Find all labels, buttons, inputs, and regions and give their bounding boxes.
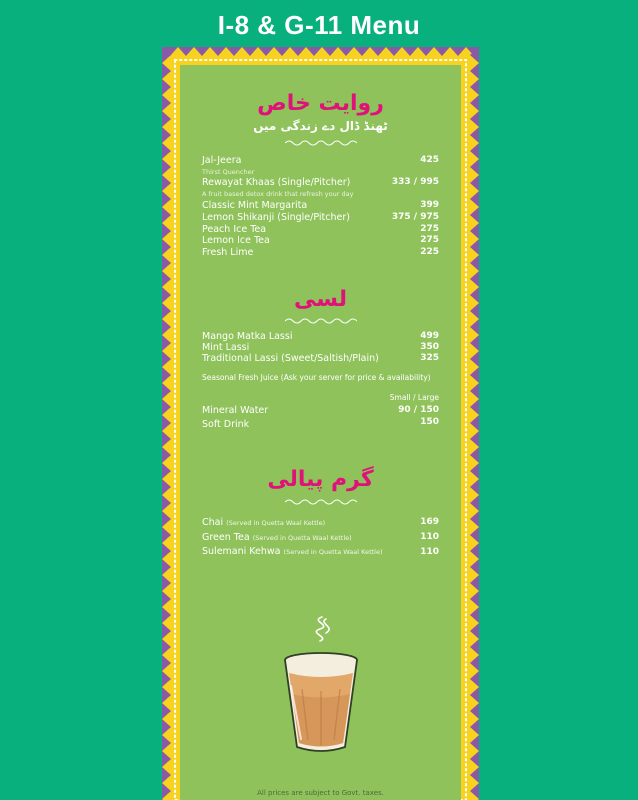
squiggle-divider: [285, 139, 357, 147]
menu-item-name: Soft Drink: [202, 419, 250, 430]
menu-item-name: [202, 517, 325, 528]
squiggle-divider: [285, 498, 357, 506]
rewayat-heading: روایت خاص: [257, 91, 384, 116]
menu-item-name: Mint Lassi: [202, 342, 250, 353]
juice-note: Seasonal Fresh Juice (Ask your server for price & availability): [202, 373, 431, 382]
menu-item-name: Classic Mint Margarita: [202, 200, 308, 211]
tea-note: (Served in Quetta Waal Kettle): [252, 534, 352, 542]
tea-name: Green Tea: [202, 532, 250, 543]
menu-item-price: 275: [420, 224, 439, 234]
menu-item-name: Lemon Shikanji (Single/Pitcher): [202, 212, 350, 223]
menu-item-price: 90 / 150: [398, 405, 439, 415]
squiggle-divider: [285, 317, 357, 325]
tea-name: Sulemani Kehwa: [202, 546, 281, 557]
menu-item-price: 275: [420, 235, 439, 245]
menu-item-name: Rewayat Khaas (Single/Pitcher): [202, 177, 351, 188]
tea-name: Chai: [202, 517, 224, 528]
menu-item-price: 150: [420, 417, 439, 427]
menu-item-price: 333 / 995: [391, 177, 439, 187]
menu-item-price: 499: [420, 331, 439, 341]
menu-item-name: Jal-Jeera: [202, 155, 242, 166]
lassi-heading: لسی: [294, 287, 347, 312]
menu-card: [162, 47, 479, 800]
menu-item-name: Mango Matka Lassi: [202, 331, 293, 342]
menu-item-description: A fruit based detox drink that refresh your day: [202, 190, 354, 198]
menu-item-description: Thirst Quencher: [202, 168, 255, 176]
menu-item-name: Fresh Lime: [202, 247, 254, 258]
footer-note: All prices are subject to Govt. taxes.: [257, 789, 384, 797]
menu-item-name: Mineral Water: [202, 405, 269, 416]
rewayat-subheading: ٹھنڈ ڈال دے زندگی میں: [253, 119, 388, 133]
menu-item-name: Lemon Ice Tea: [202, 235, 270, 246]
menu-item-name: Traditional Lassi (Sweet/Saltish/Plain): [202, 353, 379, 364]
menu-item-price: 425: [420, 155, 439, 165]
tea-note: (Served in Quetta Waal Kettle): [283, 548, 383, 556]
menu-item-price: 110: [420, 532, 439, 542]
tea-note: (Served in Quetta Waal Kettle): [226, 519, 326, 527]
menu-item-price: 169: [420, 517, 439, 527]
menu-item-price: 350: [420, 342, 439, 352]
menu-item-price: 375 / 975: [391, 212, 439, 222]
chai-glass-illustration: [280, 615, 362, 755]
menu-item-price: 225: [420, 247, 439, 257]
size-label: Small / Large: [389, 393, 439, 402]
menu-item-name: Peach Ice Tea: [202, 224, 267, 235]
menu-item-name: [202, 546, 383, 557]
menu-panel: [180, 65, 461, 800]
menu-item-name: [202, 532, 352, 543]
menu-item-price: 110: [420, 547, 439, 557]
menu-item-price: 325: [420, 353, 439, 363]
garam-heading: گرم پیالی: [267, 467, 374, 492]
menu-item-price: 399: [420, 200, 439, 210]
page-title: I-8 & G-11 Menu: [217, 10, 421, 40]
